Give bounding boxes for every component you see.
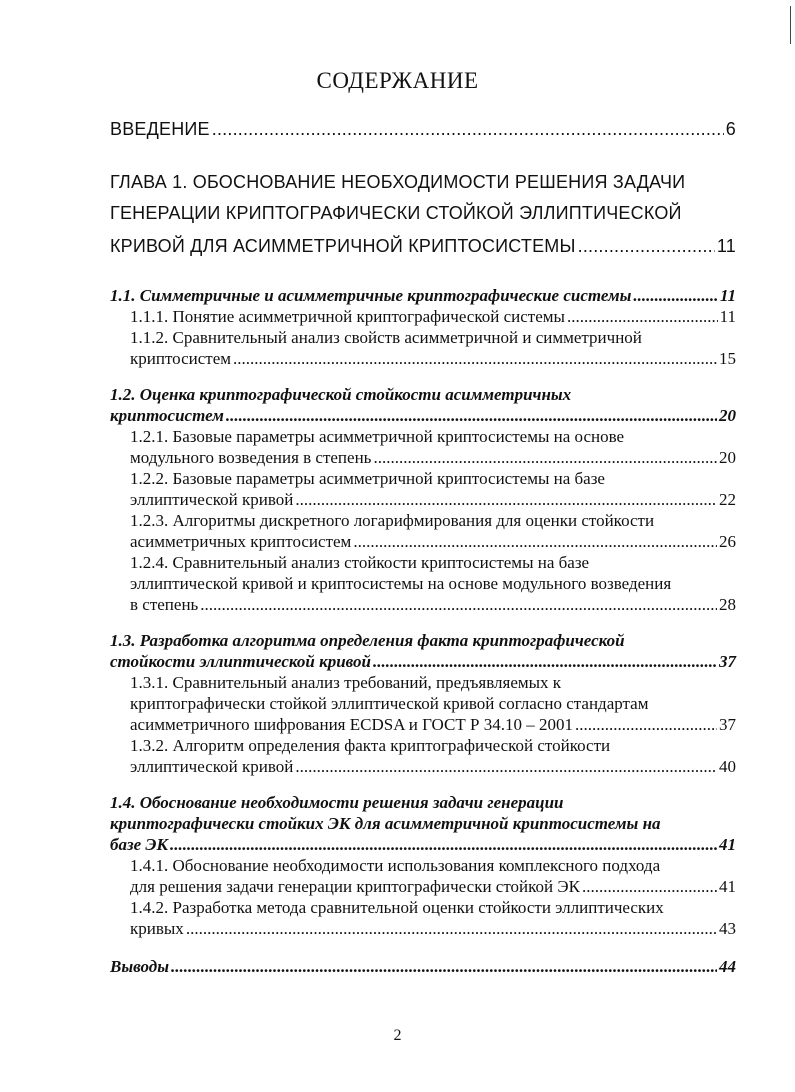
page-number: 2: [393, 1027, 402, 1044]
toc-page-number: 44: [719, 957, 736, 976]
toc-page-number: 22: [719, 490, 736, 509]
toc-entry-1-2-2[interactable]: [130, 490, 736, 510]
toc-entry-1-4-2-line-1: 1.4.2. Разработка метода сравнительной оценки стойкости эллиптических: [130, 898, 664, 917]
toc-page-number: 43: [719, 919, 736, 938]
toc-entry-1-3-1[interactable]: [130, 715, 736, 735]
toc-entry-text: Выводы: [110, 957, 170, 976]
chapter-1-line-2: ГЕНЕРАЦИИ КРИПТОГРАФИЧЕСКИ СТОЙКОЙ ЭЛЛИПТИЧЕСКОЙ: [110, 203, 682, 223]
dot-leader: [373, 448, 717, 468]
toc-entry-chapter-1[interactable]: [110, 236, 736, 257]
toc-entry-1-3-1-line-1: 1.3.1. Сравнительный анализ требований, предъявляемых к: [130, 673, 562, 692]
toc-entry-text: криптосистем: [130, 349, 232, 368]
toc-page-number: 28: [719, 595, 736, 614]
toc-page-number: 20: [719, 448, 736, 467]
section-1-4-line-2: криптографически стойких ЭК для асимметричной криптосистемы на: [110, 814, 661, 833]
dot-leader: [578, 236, 715, 257]
dot-leader: [575, 715, 717, 735]
dot-leader: [186, 919, 717, 939]
margin-mark: [790, 6, 791, 44]
toc-entry-text: стойкости эллиптической кривой: [110, 652, 371, 671]
toc-entry-1-2-1-line-1: 1.2.1. Базовые параметры асимметричной криптосистемы на основе: [130, 427, 625, 446]
toc-page-number: 26: [719, 532, 736, 551]
toc-page-number: 40: [719, 757, 736, 776]
dot-leader: [567, 307, 718, 327]
toc-entry-text: для решения задачи генерации криптографически стойкой ЭК: [130, 877, 580, 896]
toc-entry-text: 1.1.1. Понятие асимметричной криптографической системы: [130, 307, 565, 326]
toc-page-number: 41: [719, 877, 736, 896]
toc-entry-text: 1.1. Симметричные и асимметричные криптографические системы: [110, 286, 632, 305]
toc-entry-text: КРИВОЙ ДЛЯ АСИММЕТРИЧНОЙ КРИПТОСИСТЕМЫ: [110, 236, 576, 256]
dot-leader: [295, 757, 717, 777]
toc-page-number: 11: [719, 307, 736, 326]
toc-entry-1-3-2[interactable]: [130, 757, 736, 777]
toc-page-number: 37: [719, 652, 736, 671]
dot-leader: [226, 406, 717, 426]
toc-entry-text: эллиптической кривой: [130, 490, 294, 509]
toc-entry-section-1-1[interactable]: [110, 286, 736, 306]
toc-entry-text: кривых: [130, 919, 184, 938]
toc-entry-1-2-3[interactable]: [130, 532, 736, 552]
toc-entry-text: в степень: [130, 595, 199, 614]
toc-entry-1-2-4-line-2: эллиптической кривой и криптосистемы на основе модульного возведения: [130, 574, 672, 593]
page-title: СОДЕРЖАНИЕ: [316, 68, 479, 93]
toc-page-number: 15: [719, 349, 736, 368]
toc-entry-1-3-1-line-2: криптографически стойкой эллиптической кривой согласно стандартам: [130, 694, 649, 713]
toc-entry-text: асимметричного шифрования ECDSA и ГОСТ Р 34.10 – 2001: [130, 715, 573, 734]
toc-entry-text: ВВЕДЕНИЕ: [110, 119, 210, 139]
toc-entry-1-4-1[interactable]: [130, 877, 736, 897]
toc-entry-text: базе ЭК: [110, 835, 169, 854]
dot-leader: [295, 490, 717, 510]
dot-leader: [212, 119, 724, 140]
dot-leader: [353, 532, 717, 552]
toc-entry-1-1-2-line-1: 1.1.2. Сравнительный анализ свойств асимметричной и симметричной: [130, 328, 642, 347]
toc-entry-text: криптосистем: [110, 406, 224, 425]
chapter-1-line-1: ГЛАВА 1. ОБОСНОВАНИЕ НЕОБХОДИМОСТИ РЕШЕНИЯ ЗАДАЧИ: [110, 172, 686, 192]
dot-leader: [633, 286, 718, 306]
toc-entry-introduction[interactable]: [110, 119, 736, 140]
toc-page-number: 41: [719, 835, 736, 854]
toc-entry-text: модульного возведения в степень: [130, 448, 372, 467]
dot-leader: [582, 877, 717, 897]
dot-leader: [200, 595, 717, 615]
toc-entry-1-4-2[interactable]: [130, 919, 736, 939]
toc-entry-1-2-1[interactable]: [130, 448, 736, 468]
toc-entry-text: асимметричных криптосистем: [130, 532, 352, 551]
toc-entry-1-2-4[interactable]: [130, 595, 736, 615]
toc-page-number: 37: [719, 715, 736, 734]
toc-entry-section-1-4[interactable]: [110, 835, 736, 855]
toc-entry-1-3-2-line-1: 1.3.2. Алгоритм определения факта криптографической стойкости: [130, 736, 611, 755]
section-1-3-line-1: 1.3. Разработка алгоритма определения факта криптографической: [110, 631, 625, 650]
dot-leader: [170, 835, 717, 855]
dot-leader: [171, 957, 717, 977]
toc-page-number: 11: [719, 286, 736, 305]
toc-page-number: 6: [725, 119, 736, 139]
toc-page-number: 20: [719, 406, 736, 425]
toc-entry-1-1-1[interactable]: [130, 307, 736, 327]
section-1-2-line-1: 1.2. Оценка криптографической стойкости асимметричных: [110, 385, 572, 404]
toc-entry-1-2-2-line-1: 1.2.2. Базовые параметры асимметричной криптосистемы на базе: [130, 469, 605, 488]
dot-leader: [373, 652, 717, 672]
toc-entry-conclusions[interactable]: [110, 957, 736, 977]
toc-entry-section-1-3[interactable]: [110, 652, 736, 672]
toc-entry-1-1-2[interactable]: [130, 349, 736, 369]
toc-entry-1-2-4-line-1: 1.2.4. Сравнительный анализ стойкости криптосистемы на базе: [130, 553, 590, 572]
dot-leader: [233, 349, 717, 369]
toc-entry-1-2-3-line-1: 1.2.3. Алгоритмы дискретного логарифмирования для оценки стойкости: [130, 511, 655, 530]
toc-entry-section-1-2[interactable]: [110, 406, 736, 426]
toc-entry-1-4-1-line-1: 1.4.1. Обоснование необходимости использования комплексного подхода: [130, 856, 661, 875]
toc-entry-text: эллиптической кривой: [130, 757, 294, 776]
section-1-4-line-1: 1.4. Обоснование необходимости решения задачи генерации: [110, 793, 564, 812]
toc-page-number: 11: [716, 236, 736, 256]
